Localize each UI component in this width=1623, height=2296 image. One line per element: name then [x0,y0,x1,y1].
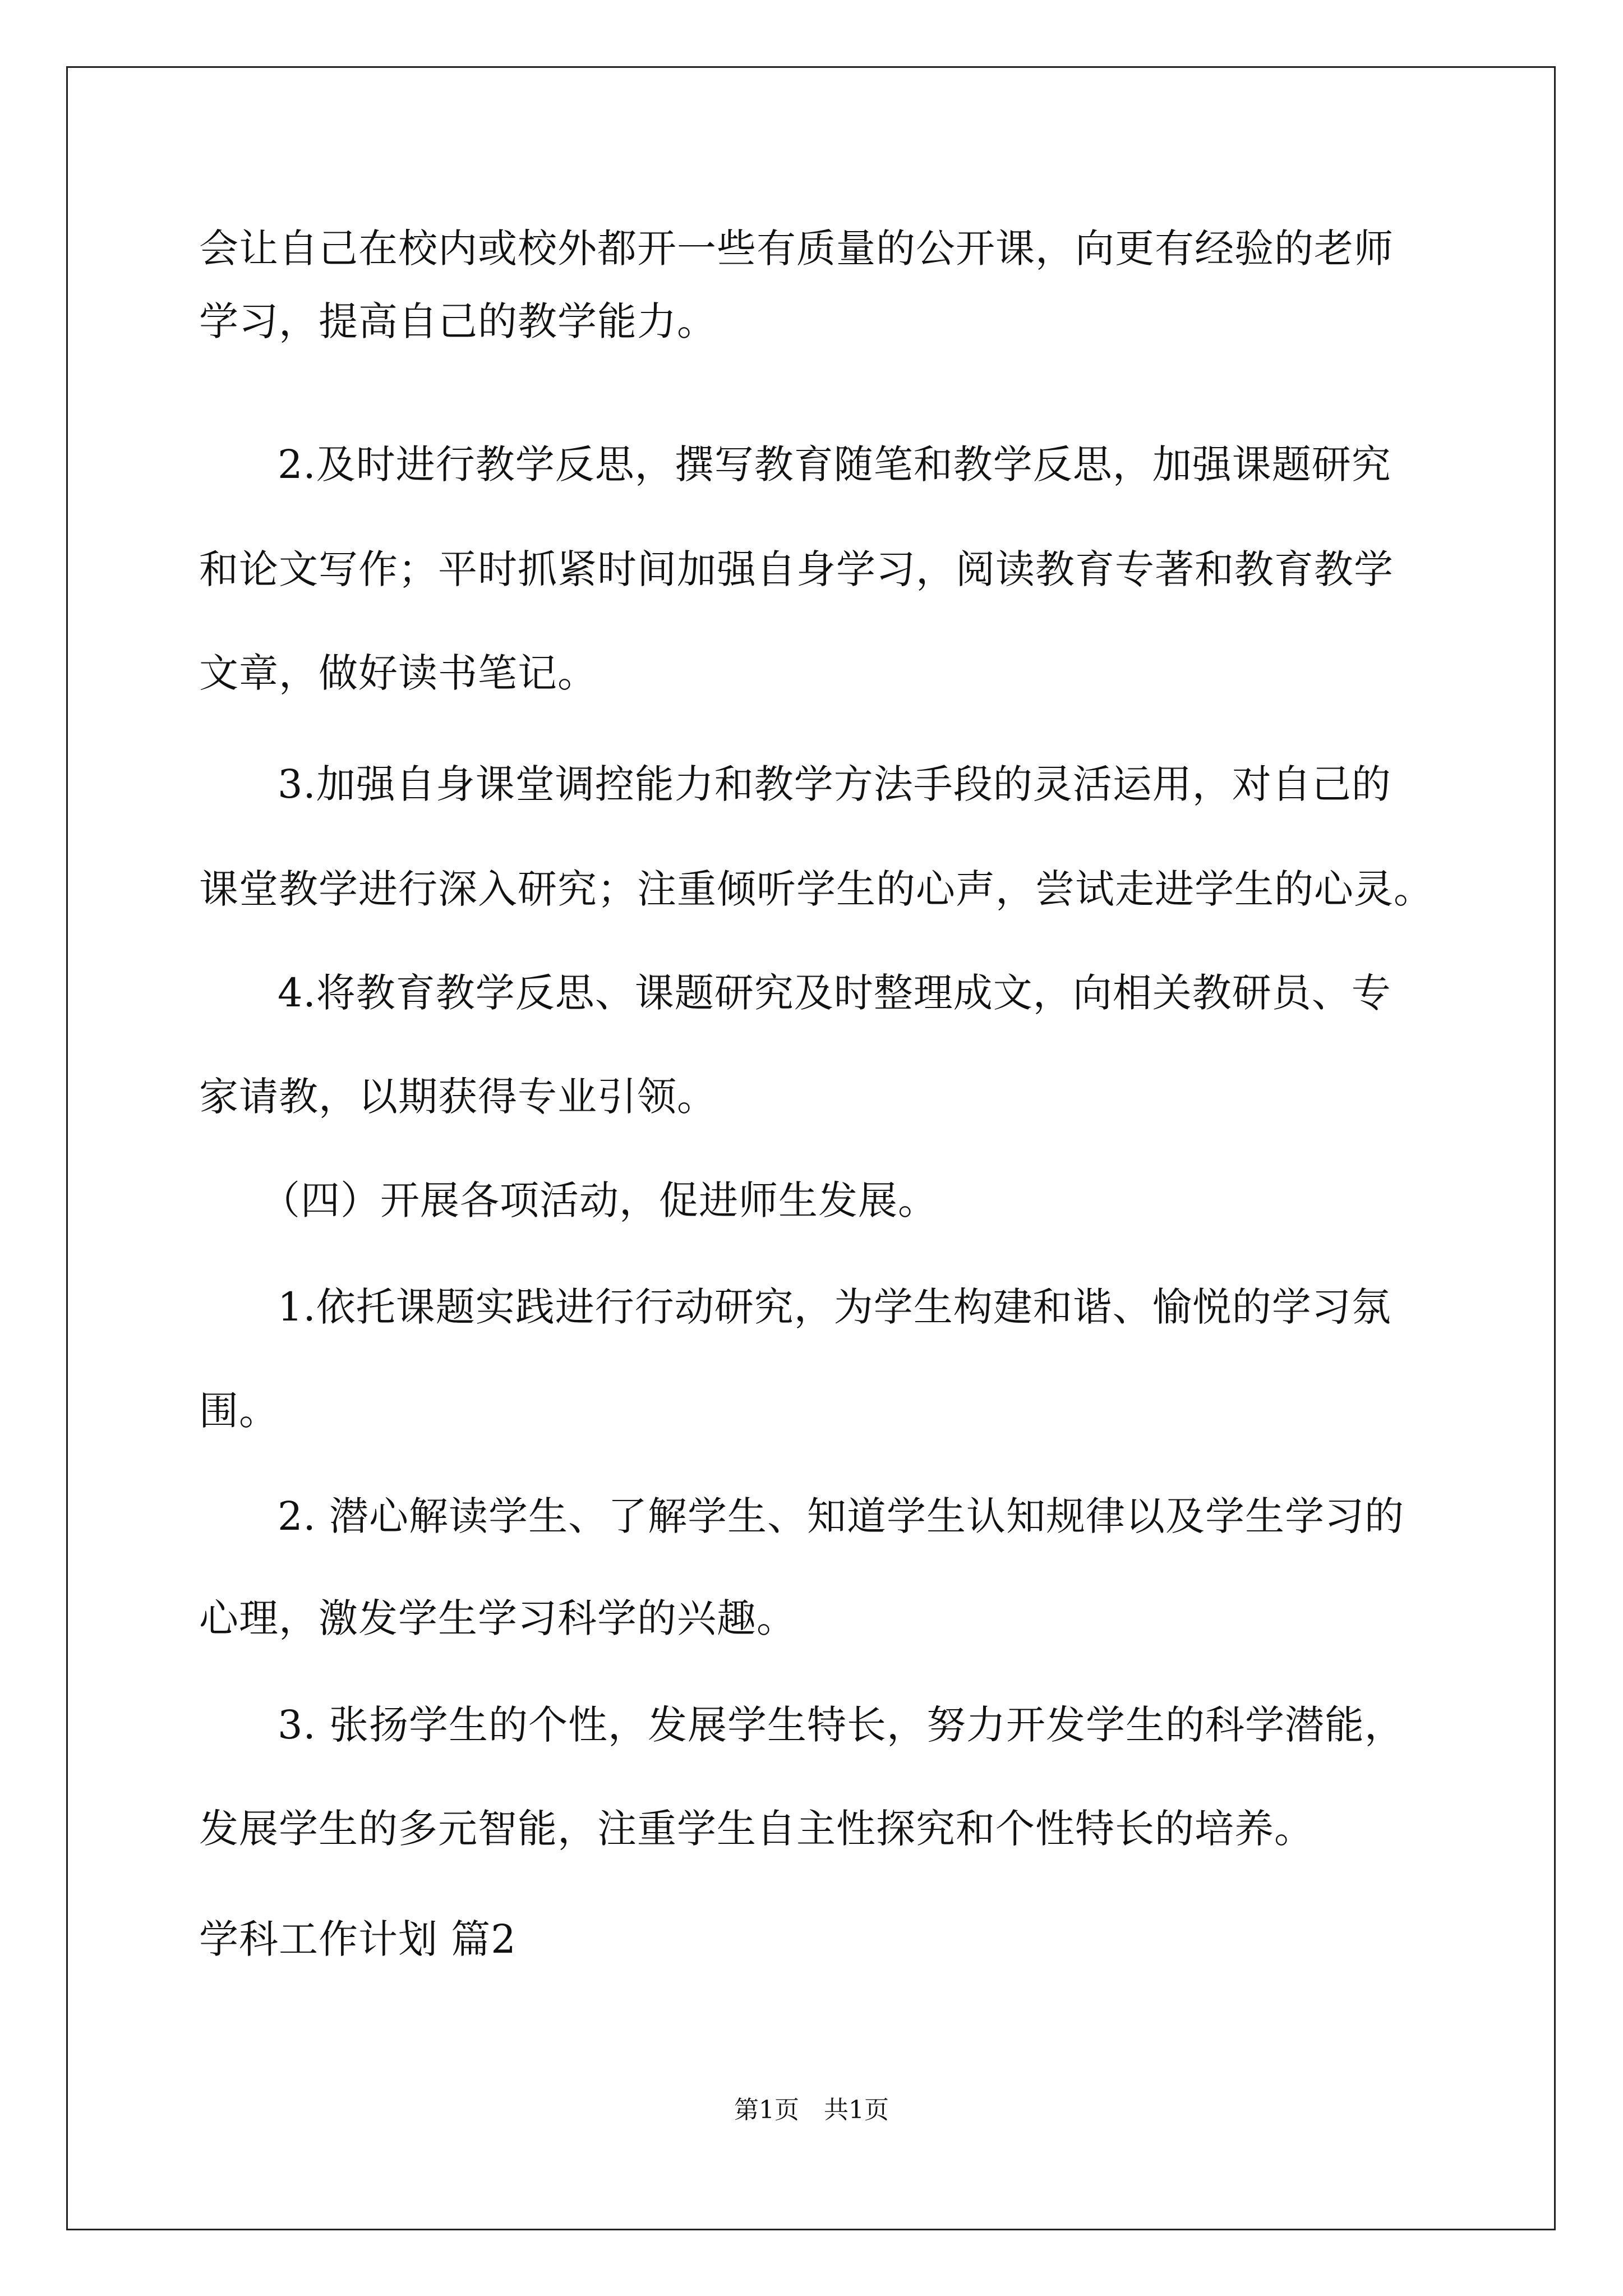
article-title: 学科工作计划 篇2 [199,1916,517,1962]
section-heading: （四）开展各项活动，促进师生发展。 [261,1177,938,1223]
page-footer: 第1页 共1页 [734,2096,889,2124]
paragraph-line: 围。 [199,1388,279,1434]
paragraph-line: 2.及时进行教学反思，撰写教育随笔和教学反思，加强课题研究 [278,441,1391,487]
paragraph-line: 1.依托课题实践进行行动研究，为学生构建和谐、愉悦的学习氛 [278,1284,1391,1330]
paragraph-line: 家请教，以期获得专业引领。 [199,1074,717,1120]
paragraph-line: 学习，提高自己的教学能力。 [199,298,717,344]
paragraph-line: 课堂教学进行深入研究；注重倾听学生的心声，尝试走进学生的心灵。 [199,866,1433,912]
page-border [66,66,1556,2230]
paragraph-line: 2. 潜心解读学生、了解学生、知道学生认知规律以及学生学习的 [278,1493,1405,1539]
paragraph-line: 和论文写作；平时抓紧时间加强自身学习，阅读教育专著和教育教学 [199,546,1394,592]
paragraph-line: 文章，做好读书笔记。 [199,650,597,696]
paragraph-line: 4.将教育教学反思、课题研究及时整理成文，向相关教研员、专 [278,970,1391,1016]
paragraph-line: 会让自己在校内或校外都开一些有质量的公开课，向更有经验的老师 [199,226,1394,272]
paragraph-line: 心理，激发学生学习科学的兴趣。 [199,1595,796,1641]
paragraph-line: 3. 张扬学生的个性，发展学生特长，努力开发学生的科学潜能， [278,1702,1405,1748]
paragraph-line: 发展学生的多元智能，注重学生自主性探究和个性特长的培养。 [199,1806,1314,1852]
paragraph-line: 3.加强自身课堂调控能力和教学方法手段的灵活运用，对自己的 [278,761,1391,807]
